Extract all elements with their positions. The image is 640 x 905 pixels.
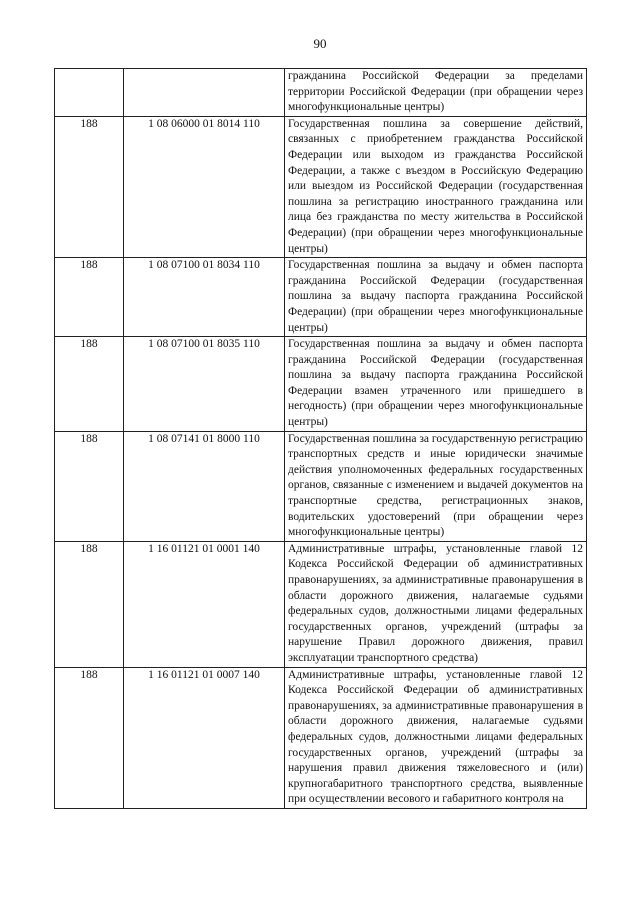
admin-code-cell: 188 [55, 541, 124, 667]
description-cell: Государственная пошлина за совершение действий, связанных с приобретением гражданства Российской Федерации или выходом из гражданства Российской Федерации, а также с въездом в Российскую Федерацию или выездом из Российской Федерации (государственная пошлина за регистрацию иностранного гражданина или лица без гражданства по месту жительства в Российской Федерации) (при обращении через многофункциональные центры) [285, 116, 587, 257]
table-row [55, 541, 587, 667]
admin-code-cell: 188 [55, 258, 124, 337]
admin-code-cell: 188 [55, 116, 124, 257]
description-cell: Административные штрафы, установленные главой 12 Кодекса Российской Федерации об административных правонарушениях, за административные правонарушения в области дорожного движения, налагаемые судьями федеральных судов, должностными лицами федеральных государственных органов, учреждений (штрафы за нарушения правил движения тяжеловесного и (или) крупногабаритного транспортного средства, выявленные при осуществлении весового и габаритного контроля на [285, 667, 587, 808]
description-cell: гражданина Российской Федерации за пределами территории Российской Федерации (при обращении через многофункциональные центры) [285, 69, 587, 117]
page-number: 90 [313, 36, 327, 51]
kbk-code-cell: 1 08 07100 01 8035 110 [124, 337, 285, 432]
table-row [55, 258, 587, 337]
kbk-code-cell: 1 08 07141 01 8000 110 [124, 431, 285, 541]
admin-code-cell: 188 [55, 337, 124, 432]
kbk-code-cell: 1 16 01121 01 0007 140 [124, 667, 285, 808]
description-cell: Административные штрафы, установленные главой 12 Кодекса Российской Федерации об административных правонарушениях, за административные правонарушения в области дорожного движения, налагаемые судьями федеральных судов, должностными лицами федеральных государственных органов, учреждений (штрафы за нарушение Правил дорожного движения, правил эксплуатации транспортного средства) [285, 541, 587, 667]
table-row [55, 667, 587, 808]
admin-code-cell: 188 [55, 431, 124, 541]
table-row [55, 431, 587, 541]
description-cell: Государственная пошлина за выдачу и обмен паспорта гражданина Российской Федерации (государственная пошлина за выдачу паспорта гражданина Российской Федерации взамен утраченного или пришедшего в негодность) (при обращении через многофункциональные центры) [285, 337, 587, 432]
description-cell: Государственная пошлина за государственную регистрацию транспортных средств и иные юридически значимые действия уполномоченных федеральных государственных органов, связанные с изменением и выдачей документов на транспортные средства, регистрационных знаков, водительских удостоверений (при обращении через многофункциональные центры) [285, 431, 587, 541]
description-cell: Государственная пошлина за выдачу и обмен паспорта гражданина Российской Федерации (государственная пошлина за выдачу паспорта гражданина Российской Федерации) (при обращении через многофункциональные центры) [285, 258, 587, 337]
budget-codes-table [54, 68, 587, 809]
table-row [55, 69, 587, 117]
table-row [55, 337, 587, 432]
kbk-code-cell: 1 08 07100 01 8034 110 [124, 258, 285, 337]
admin-code-cell [55, 69, 124, 117]
kbk-code-cell: 1 16 01121 01 0001 140 [124, 541, 285, 667]
table-row [55, 116, 587, 257]
admin-code-cell: 188 [55, 667, 124, 808]
kbk-code-cell [124, 69, 285, 117]
kbk-code-cell: 1 08 06000 01 8014 110 [124, 116, 285, 257]
